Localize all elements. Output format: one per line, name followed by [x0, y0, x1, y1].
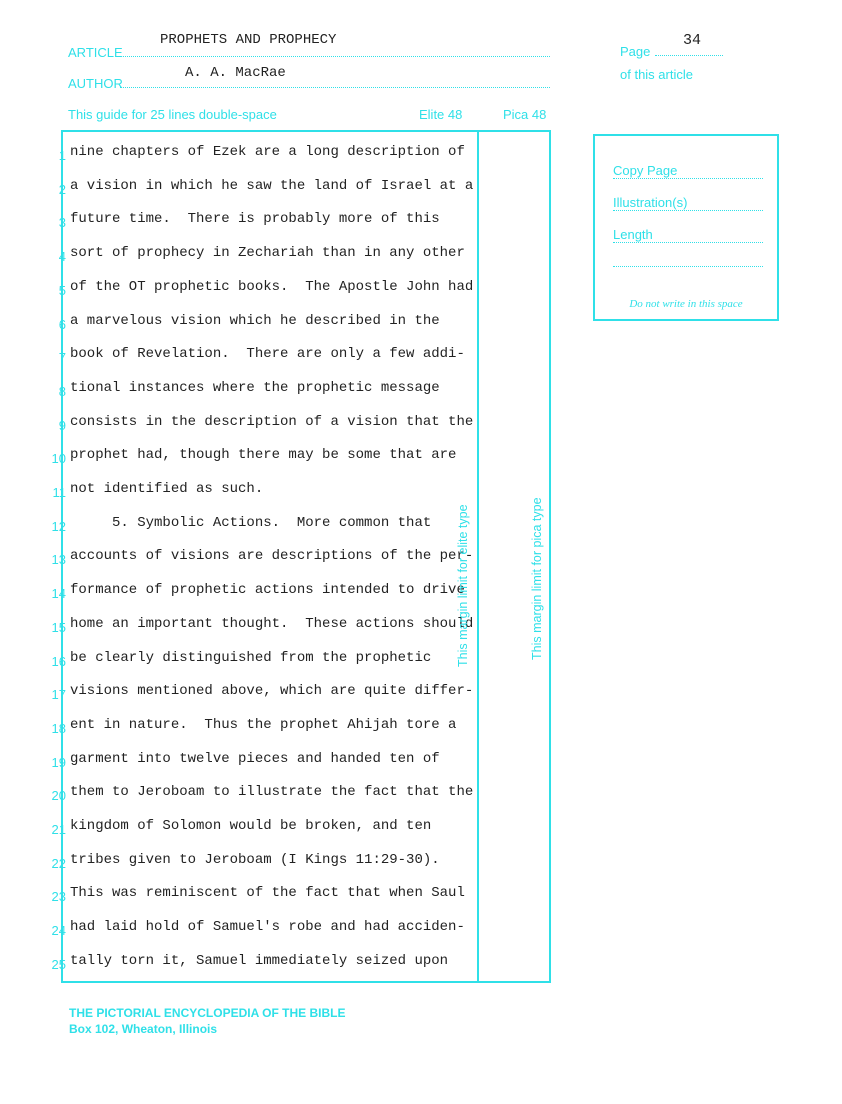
line-number: 15 — [51, 619, 66, 635]
line-number: 1 — [58, 148, 66, 163]
text-line: consists in the description of a vision that the — [70, 413, 474, 430]
line-number: 7 — [58, 350, 66, 366]
text-line: kingdom of Solomon would be broken, and ten — [70, 818, 432, 834]
line-number: 5 — [58, 282, 66, 298]
article-title: PROPHETS AND PROPHECY — [160, 32, 337, 48]
line-number: 23 — [51, 889, 66, 905]
text-line: had laid hold of Samuel's robe and had acciden- — [70, 919, 465, 936]
text-line: future time. There is probably more of this — [70, 211, 440, 228]
text-line: home an important thought. These actions should — [70, 615, 474, 632]
illustrations-field: Illustration(s) — [613, 196, 763, 211]
line-number: 19 — [51, 754, 66, 770]
text-line: visions mentioned above, which are quite differ- — [70, 683, 474, 700]
text-line: them to Jeroboam to illustrate the fact that the — [70, 784, 474, 801]
text-line: sort of prophecy in Zechariah than in any other — [70, 245, 465, 262]
text-line: accounts of visions are descriptions of the per- — [70, 548, 474, 565]
line-number: 3 — [58, 215, 66, 231]
line-number: 10 — [51, 451, 66, 467]
text-line: book of Revelation. There are only a few addi- — [70, 346, 465, 363]
text-line: be clearly distinguished from the prophetic — [70, 649, 432, 666]
text-line: formance of prophetic actions intended to drive — [70, 582, 465, 599]
text-line: tribes given to Jeroboam (I Kings 11:29-30). — [70, 851, 440, 868]
length-field: Length — [613, 228, 763, 243]
text-line: 5. Symbolic Actions. More common that — [70, 514, 432, 531]
line-number: 22 — [51, 855, 66, 871]
text-line: prophet had, though there may be some that are — [70, 447, 457, 464]
text-line: garment into twelve pieces and handed ten of — [70, 750, 440, 767]
blank-field — [613, 262, 763, 267]
line-number: 25 — [51, 956, 66, 972]
line-number: 17 — [51, 687, 66, 703]
text-line: not identified as such. — [70, 481, 264, 497]
text-line: a vision in which he saw the land of Israel at a — [70, 177, 474, 194]
line-number: 21 — [51, 822, 66, 837]
pica-label: Pica 48 — [503, 107, 547, 122]
line-number: 24 — [51, 923, 66, 939]
text-line: ent in nature. Thus the prophet Ahijah tore a — [70, 716, 457, 733]
line-number: 12 — [51, 518, 66, 534]
page-number: 34 — [683, 32, 702, 49]
line-number: 20 — [51, 788, 66, 804]
pica-margin-note: This margin limit for pica type — [530, 497, 544, 660]
article-label: ARTICLE — [68, 45, 123, 60]
text-line: tally torn it, Samuel immediately seized upon — [70, 952, 449, 969]
author-name: A. A. MacRae — [185, 65, 286, 81]
footer-publisher: THE PICTORIAL ENCYCLOPEDIA OF THE BIBLE — [69, 1006, 346, 1020]
guide-text: This guide for 25 lines double-space — [68, 107, 277, 122]
line-number: 16 — [51, 653, 66, 669]
line-number: 11 — [52, 485, 66, 500]
line-number: 8 — [58, 383, 66, 399]
elite-margin-note: This margin limit for elite type — [456, 504, 470, 667]
line-number: 13 — [51, 552, 66, 568]
author-label: AUTHOR — [68, 76, 123, 91]
article-line — [118, 56, 550, 57]
text-line: This was reminiscent of the fact that when Saul — [70, 885, 465, 902]
line-number: 14 — [51, 586, 66, 602]
author-line — [120, 87, 550, 88]
line-number: 4 — [58, 249, 66, 265]
elite-margin-divider — [477, 130, 479, 983]
line-number: 9 — [58, 417, 66, 433]
text-line: a marvelous vision which he described in the — [70, 312, 440, 329]
page-line — [655, 55, 723, 56]
page-label: Page — [620, 44, 651, 59]
text-line: of the OT prophetic books. The Apostle John had — [70, 278, 474, 295]
text-line: nine chapters of Ezek are a long description of — [70, 144, 465, 160]
copy-page-field: Copy Page — [613, 164, 763, 179]
text-line: tional instances where the prophetic message — [70, 379, 440, 396]
line-number: 6 — [58, 316, 66, 332]
office-use-box — [593, 134, 779, 321]
office-note: Do not write in this space — [629, 298, 743, 310]
line-number: 18 — [51, 720, 66, 736]
of-this-article: of this article — [620, 67, 693, 82]
line-number: 2 — [58, 181, 66, 197]
footer-address: Box 102, Wheaton, Illinois — [69, 1022, 218, 1036]
elite-label: Elite 48 — [419, 107, 463, 122]
